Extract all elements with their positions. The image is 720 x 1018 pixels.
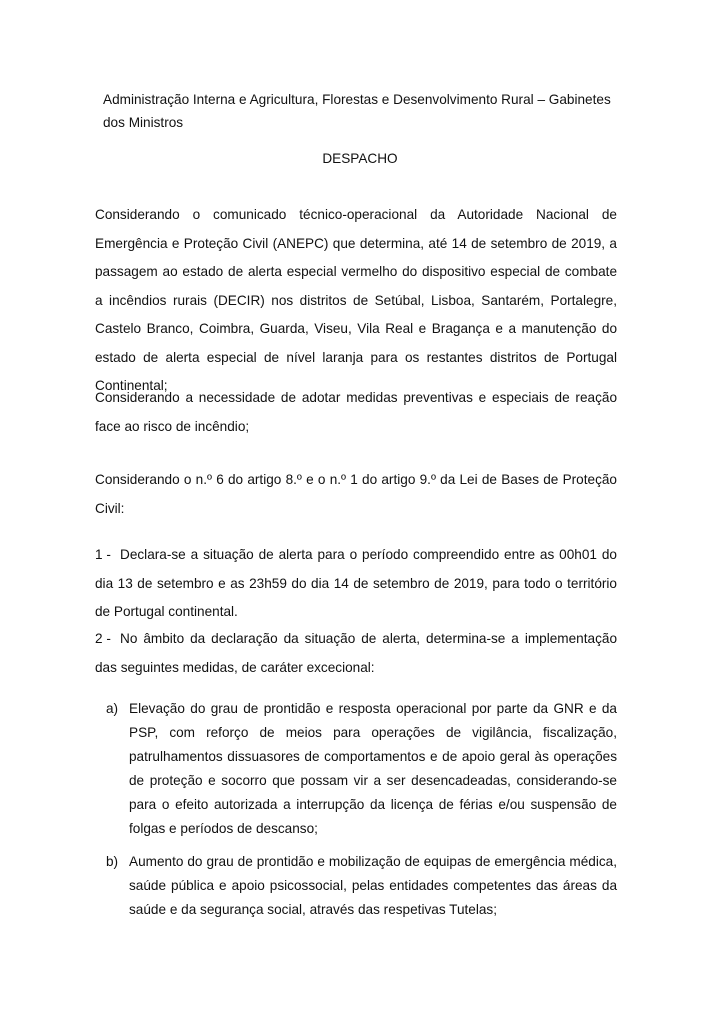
numbered-item: 1 - Declara-se a situação de alerta para o período compreendido entre as 00h01 do dia 13 de setembro e as 23h59 do dia 14 de setembro de 2019, para todo o território de Portugal continental. (95, 541, 617, 627)
item-text: No âmbito da declaração da situação de alerta, determina-se a implementação das seguintes medidas, de caráter excecional: (95, 631, 617, 675)
measure-text: Aumento do grau de prontidão e mobilização de equipas de emergência médica, saúde pública e apoio psicossocial, pelas entidades competentes das áreas da saúde e da segurança social, através das respetivas Tutelas; (129, 854, 617, 917)
measure-text: Elevação do grau de prontidão e resposta operacional por parte da GNR e da PSP, com reforço de meios para operações de vigilância, fiscalização, patrulhamentos dissuasores de comportamentos e de apoio geral às operações de proteção e socorro que possam vir a ser desencadeadas, considerando-se para o efeito autorizada a interrupção da licença de férias e/ou suspensão de folgas e períodos de descanso; (129, 701, 617, 836)
numbered-item: 2 - No âmbito da declaração da situação de alerta, determina-se a implementação das seguintes medidas, de caráter excecional: (95, 625, 617, 682)
document-header: Administração Interna e Agricultura, Florestas e Desenvolvimento Rural – Gabinetes dos Ministros (103, 92, 611, 130)
measure-item (95, 697, 617, 841)
considerando-paragraph: Considerando o comunicado técnico-operacional da Autoridade Nacional de Emergência e Proteção Civil (ANEPC) que determina, até 14 de setembro de 2019, a passagem ao estado de alerta especial vermelho do dispositivo especial de combate a incêndios rurais (DECIR) nos distritos de Setúbal, Lisboa, Santarém, Portalegre, Castelo Branco, Coimbra, Guarda, Viseu, Vila Real e Bragança e a manutenção do estado de alerta especial de nível laranja para os restantes distritos de Portugal Continental; (95, 207, 617, 393)
document-title: DESPACHO (322, 151, 398, 166)
considerando-paragraph: Considerando o n.º 6 do artigo 8.º e o n.º 1 do artigo 9.º da Lei de Bases de Proteção Civil: (95, 472, 617, 516)
item-text: Declara-se a situação de alerta para o período compreendido entre as 00h01 do dia 13 de setembro e as 23h59 do dia 14 de setembro de 2019, para todo o território de Portugal continental. (95, 547, 617, 619)
considerando-paragraph: Considerando a necessidade de adotar medidas preventivas e especiais de reação face ao risco de incêndio; (95, 390, 617, 434)
measure-marker: a) (106, 701, 119, 716)
measure-item (95, 850, 617, 922)
measure-marker: b) (106, 854, 119, 869)
